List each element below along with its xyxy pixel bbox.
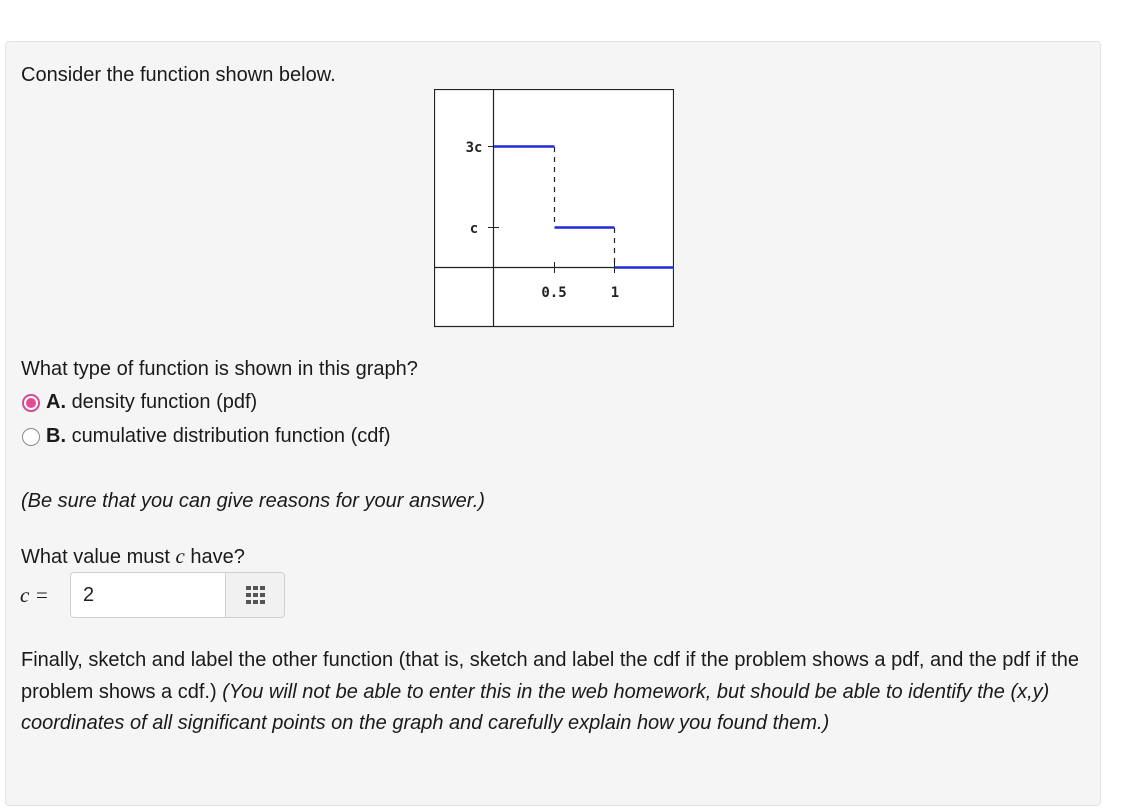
final-plain-text: Finally, sketch and label the other function (that is, sketch and label the cdf if the problem shows a pdf, and the pdf if the problem shows a cdf.) (21, 649, 1080, 703)
answer-field-container (70, 572, 285, 618)
radio-option-a[interactable] (22, 394, 40, 412)
y-label-3c: 3c (465, 140, 483, 156)
question2-prompt-after: have? (184, 546, 245, 568)
final-italic-text: (You will not be able to enter this in the web homework, but should be able to identify the (x,y) coordinates of all significant points on the graph and carefully explain how you found them.) (21, 680, 1050, 734)
intro-text: Consider the function shown below. (21, 64, 336, 86)
option-a-label[interactable] (46, 390, 257, 414)
radio-option-b[interactable] (22, 428, 40, 446)
question2-prompt (21, 544, 245, 569)
option-a-text: density function (pdf) (71, 391, 258, 413)
question1-prompt: What type of function is shown in this graph? (21, 358, 418, 380)
final-instructions (21, 645, 1081, 740)
reasons-note: (Be sure that you can give reasons for your answer.) (21, 490, 485, 512)
question2-var: c (175, 544, 185, 568)
option-b-label[interactable] (46, 424, 391, 448)
x-label-one: 1 (610, 285, 620, 301)
option-a-letter: A. (46, 391, 66, 413)
answer-label (20, 583, 49, 608)
grid-icon (226, 573, 285, 617)
x-label-half: 0.5 (541, 285, 567, 301)
c-answer-input[interactable] (71, 573, 225, 617)
option-b-text: cumulative distribution function (cdf) (71, 425, 391, 447)
y-label-c: c (469, 221, 479, 237)
question2-prompt-before: What value must (21, 546, 176, 568)
step-function-graph (434, 89, 674, 329)
problem-panel (5, 41, 1101, 806)
option-b-letter: B. (46, 425, 66, 447)
matrix-entry-button[interactable] (225, 573, 284, 617)
answer-label-text: c = (20, 583, 49, 607)
